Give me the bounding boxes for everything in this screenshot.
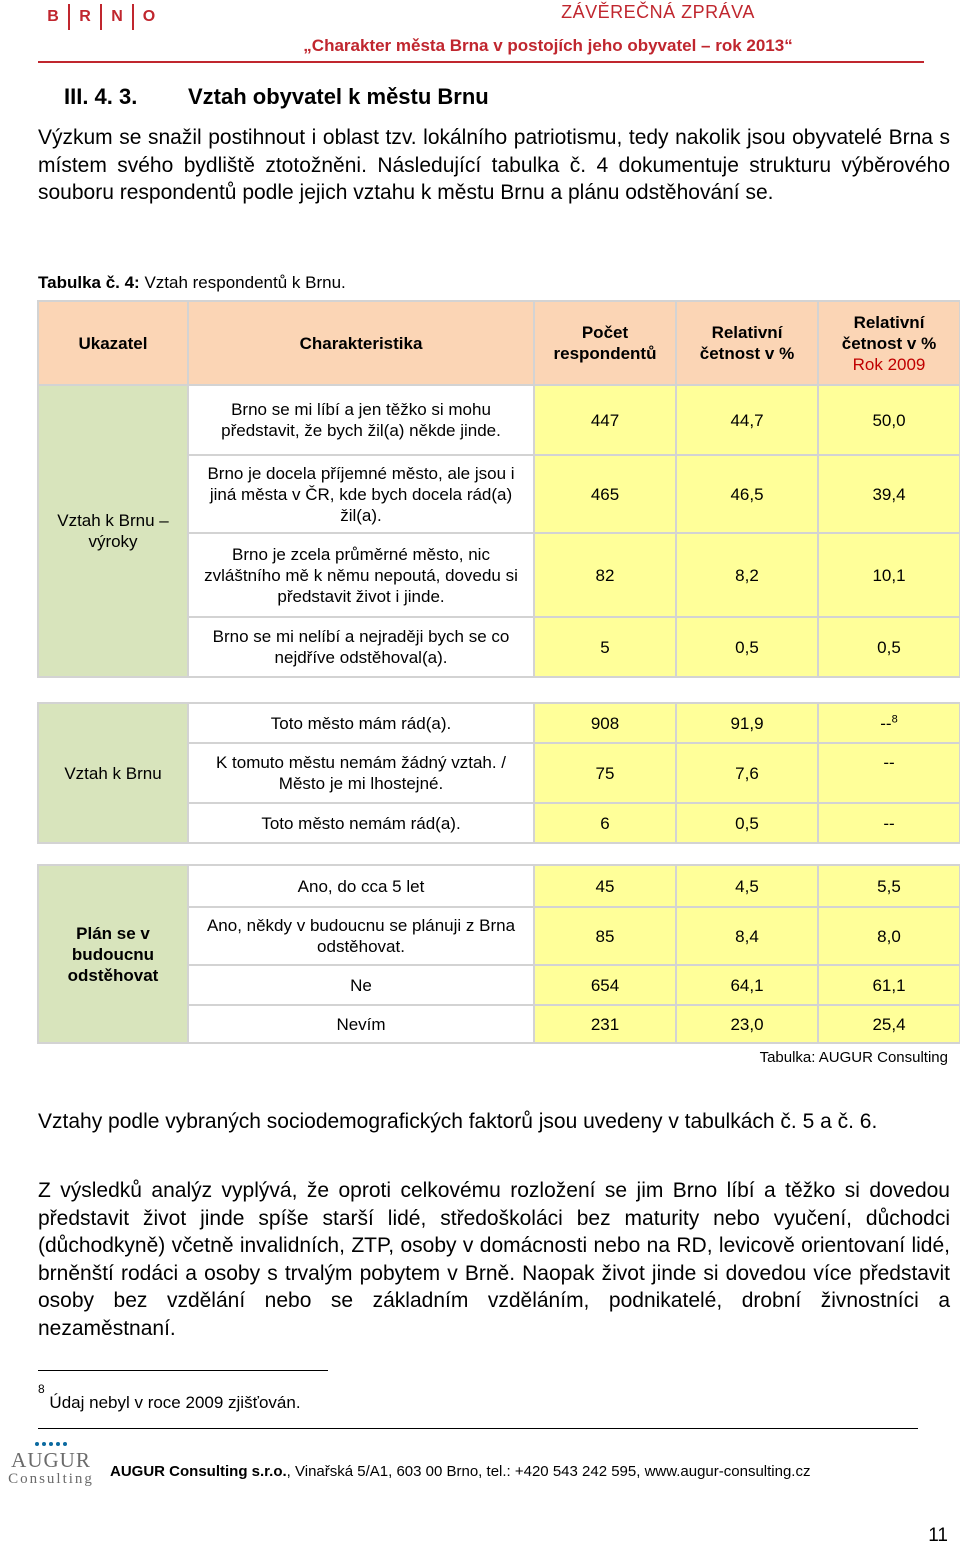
report-subtitle: „Charakter města Brna v postojích jeho obyvatel – rok 2013“ bbox=[303, 36, 793, 55]
header-relativni: Relativní četnost v % bbox=[676, 301, 818, 385]
row-characteristic: K tomuto městu nemám žádný vztah. / Město je mi lhostejné. bbox=[188, 743, 534, 803]
row-characteristic: Ano, do cca 5 let bbox=[188, 865, 534, 907]
brno-logo bbox=[38, 4, 164, 30]
row-relative: 0,5 bbox=[676, 803, 818, 843]
paragraph-factors: Vztahy podle vybraných sociodemografických faktorů jsou uvedeny v tabulkách č. 5 a č. 6. bbox=[38, 1110, 878, 1133]
row-count: 5 bbox=[534, 617, 676, 677]
row-count: 82 bbox=[534, 533, 676, 617]
table-header-row bbox=[38, 301, 960, 385]
row-count: 654 bbox=[534, 965, 676, 1005]
section-heading bbox=[64, 84, 489, 110]
footnote bbox=[38, 1382, 301, 1413]
group-label-attitude: Vztah k Brnu bbox=[38, 703, 188, 843]
row-characteristic: Brno se mi líbí a jen těžko si mohu představit, že bych žil(a) někde jinde. bbox=[188, 385, 534, 455]
row-relative: 4,5 bbox=[676, 865, 818, 907]
row-count: 908 bbox=[534, 703, 676, 743]
row-count: 231 bbox=[534, 1005, 676, 1043]
footer-address: , Vinařská 5/A1, 603 00 Brno, tel.: +420 543 242 595, www.augur-consulting.cz bbox=[286, 1463, 811, 1480]
row-count: 447 bbox=[534, 385, 676, 455]
row-count: 6 bbox=[534, 803, 676, 843]
row-characteristic: Brno je docela příjemné město, ale jsou i jiná města v ČR, kde bych docela rád(a) žil(a). bbox=[188, 455, 534, 533]
row-count: 85 bbox=[534, 907, 676, 965]
row-count: 465 bbox=[534, 455, 676, 533]
row-relative: 46,5 bbox=[676, 455, 818, 533]
header-charakteristika: Charakteristika bbox=[188, 301, 534, 385]
relationship-table-attitude bbox=[37, 702, 960, 844]
group-label-statements: Vztah k Brnu – výroky bbox=[38, 385, 188, 677]
footer-company: AUGUR Consulting s.r.o. bbox=[110, 1463, 287, 1480]
augur-logo-word: AUGUR bbox=[11, 1448, 91, 1472]
logo-letter-b: B bbox=[47, 8, 59, 25]
row-characteristic: Toto město mám rád(a). bbox=[188, 703, 534, 743]
row-relative-2009: 61,1 bbox=[818, 965, 960, 1005]
table-row bbox=[38, 703, 960, 743]
table-caption bbox=[38, 273, 346, 293]
table-source: Tabulka: AUGUR Consulting bbox=[759, 1049, 948, 1066]
footnote-ref: 8 bbox=[891, 712, 898, 725]
table-row bbox=[38, 385, 960, 455]
row-count: 45 bbox=[534, 865, 676, 907]
footnote-text: Údaj nebyl v roce 2009 zjišťován. bbox=[49, 1393, 301, 1412]
row-characteristic: Toto město nemám rád(a). bbox=[188, 803, 534, 843]
page-number: 11 bbox=[928, 1525, 948, 1546]
row-relative-2009: 39,4 bbox=[818, 455, 960, 533]
header-divider bbox=[38, 61, 924, 63]
group-label-moving: Plán se v budoucnu odstěhovat bbox=[38, 865, 188, 1043]
header-rok-2009: Rok 2009 bbox=[852, 354, 926, 374]
footnote-number: 8 bbox=[38, 1382, 45, 1396]
row-relative: 91,9 bbox=[676, 703, 818, 743]
relationship-table-moving bbox=[37, 864, 960, 1044]
row-count: 75 bbox=[534, 743, 676, 803]
row-characteristic: Ne bbox=[188, 965, 534, 1005]
relationship-table-statements bbox=[37, 300, 960, 678]
augur-logo-dots bbox=[8, 1442, 94, 1446]
row-relative-2009: -- bbox=[818, 803, 960, 843]
augur-logo-consulting: Consulting bbox=[8, 1471, 94, 1487]
footer-contact bbox=[110, 1463, 810, 1480]
row-relative-2009: 10,1 bbox=[818, 533, 960, 617]
row-relative-2009: 8,0 bbox=[818, 907, 960, 965]
paragraph-results: Z výsledků analýz vyplývá, že oproti celkovému rozložení se jim Brno líbí a těžko si dovedou představit život jinde spíše starší lidé, středoškoláci bez maturity nebo vyučení, důchodci (důchodkyně) včetně invalidních, ZTP, osoby v domácnosti nebo na RD, levicově orientovaní lidé, brněnští rodáci a osoby s trvalým pobytem v Brně. Naopak život jinde si dovedou více představit osoby bez vzdělání nebo se základním vzděláním, podnikatelé, drobní živnostníci a nezaměstnaní. bbox=[38, 1179, 950, 1340]
row-relative: 7,6 bbox=[676, 743, 818, 803]
row-characteristic: Brno je zcela průměrné město, nic zvláštního mě k němu nepoutá, dovedu si představit život i jinde. bbox=[188, 533, 534, 617]
row-characteristic: Brno se mi nelíbí a nejraději bych se co nejdříve odstěhoval(a). bbox=[188, 617, 534, 677]
intro-paragraph: Výzkum se snažil postihnout i oblast tzv. lokálního patriotismu, tedy nakolik jsou obyvatelé Brna s místem svého bydliště ztotožněni. Následující tabulka č. 4 dokumentuje strukturu výběrového souboru respondentů podle jejich vztahu k městu Brnu a plánu odstěhování se. bbox=[38, 126, 950, 204]
row-relative-2009: 5,5 bbox=[818, 865, 960, 907]
header-pocet: Počet respondentů bbox=[534, 301, 676, 385]
footnote-divider bbox=[38, 1370, 328, 1371]
header-relativni-2009-label: Relativní četnost v % bbox=[841, 312, 937, 353]
row-characteristic: Nevím bbox=[188, 1005, 534, 1043]
row-characteristic: Ano, někdy v budoucnu se plánuji z Brna odstěhovat. bbox=[188, 907, 534, 965]
logo-letter-r: R bbox=[79, 8, 91, 25]
logo-letter-n: N bbox=[111, 8, 123, 25]
row-relative: 0,5 bbox=[676, 617, 818, 677]
section-title: Vztah obyvatel k městu Brnu bbox=[188, 84, 489, 109]
table-caption-text: Vztah respondentů k Brnu. bbox=[144, 273, 346, 292]
report-title: ZÁVĚREČNÁ ZPRÁVA bbox=[561, 2, 755, 22]
row-relative: 23,0 bbox=[676, 1005, 818, 1043]
row-relative-2009: -- bbox=[818, 743, 960, 803]
footer-divider bbox=[38, 1428, 918, 1429]
table-row bbox=[38, 865, 960, 907]
row-relative-2009: 0,5 bbox=[818, 617, 960, 677]
row-relative-2009 bbox=[818, 703, 960, 743]
row-relative: 44,7 bbox=[676, 385, 818, 455]
row-relative-2009: 25,4 bbox=[818, 1005, 960, 1043]
row-relative: 8,4 bbox=[676, 907, 818, 965]
row-relative: 64,1 bbox=[676, 965, 818, 1005]
header-ukazatel: Ukazatel bbox=[38, 301, 188, 385]
row-relative-2009: 50,0 bbox=[818, 385, 960, 455]
row-relative-2009-value: -- bbox=[880, 713, 892, 733]
logo-letter-o: O bbox=[142, 8, 156, 25]
augur-logo bbox=[8, 1440, 94, 1496]
header-relativni-2009 bbox=[818, 301, 960, 385]
table-caption-number: Tabulka č. 4: bbox=[38, 273, 140, 292]
section-number: III. 4. 3. bbox=[64, 84, 138, 109]
row-relative: 8,2 bbox=[676, 533, 818, 617]
